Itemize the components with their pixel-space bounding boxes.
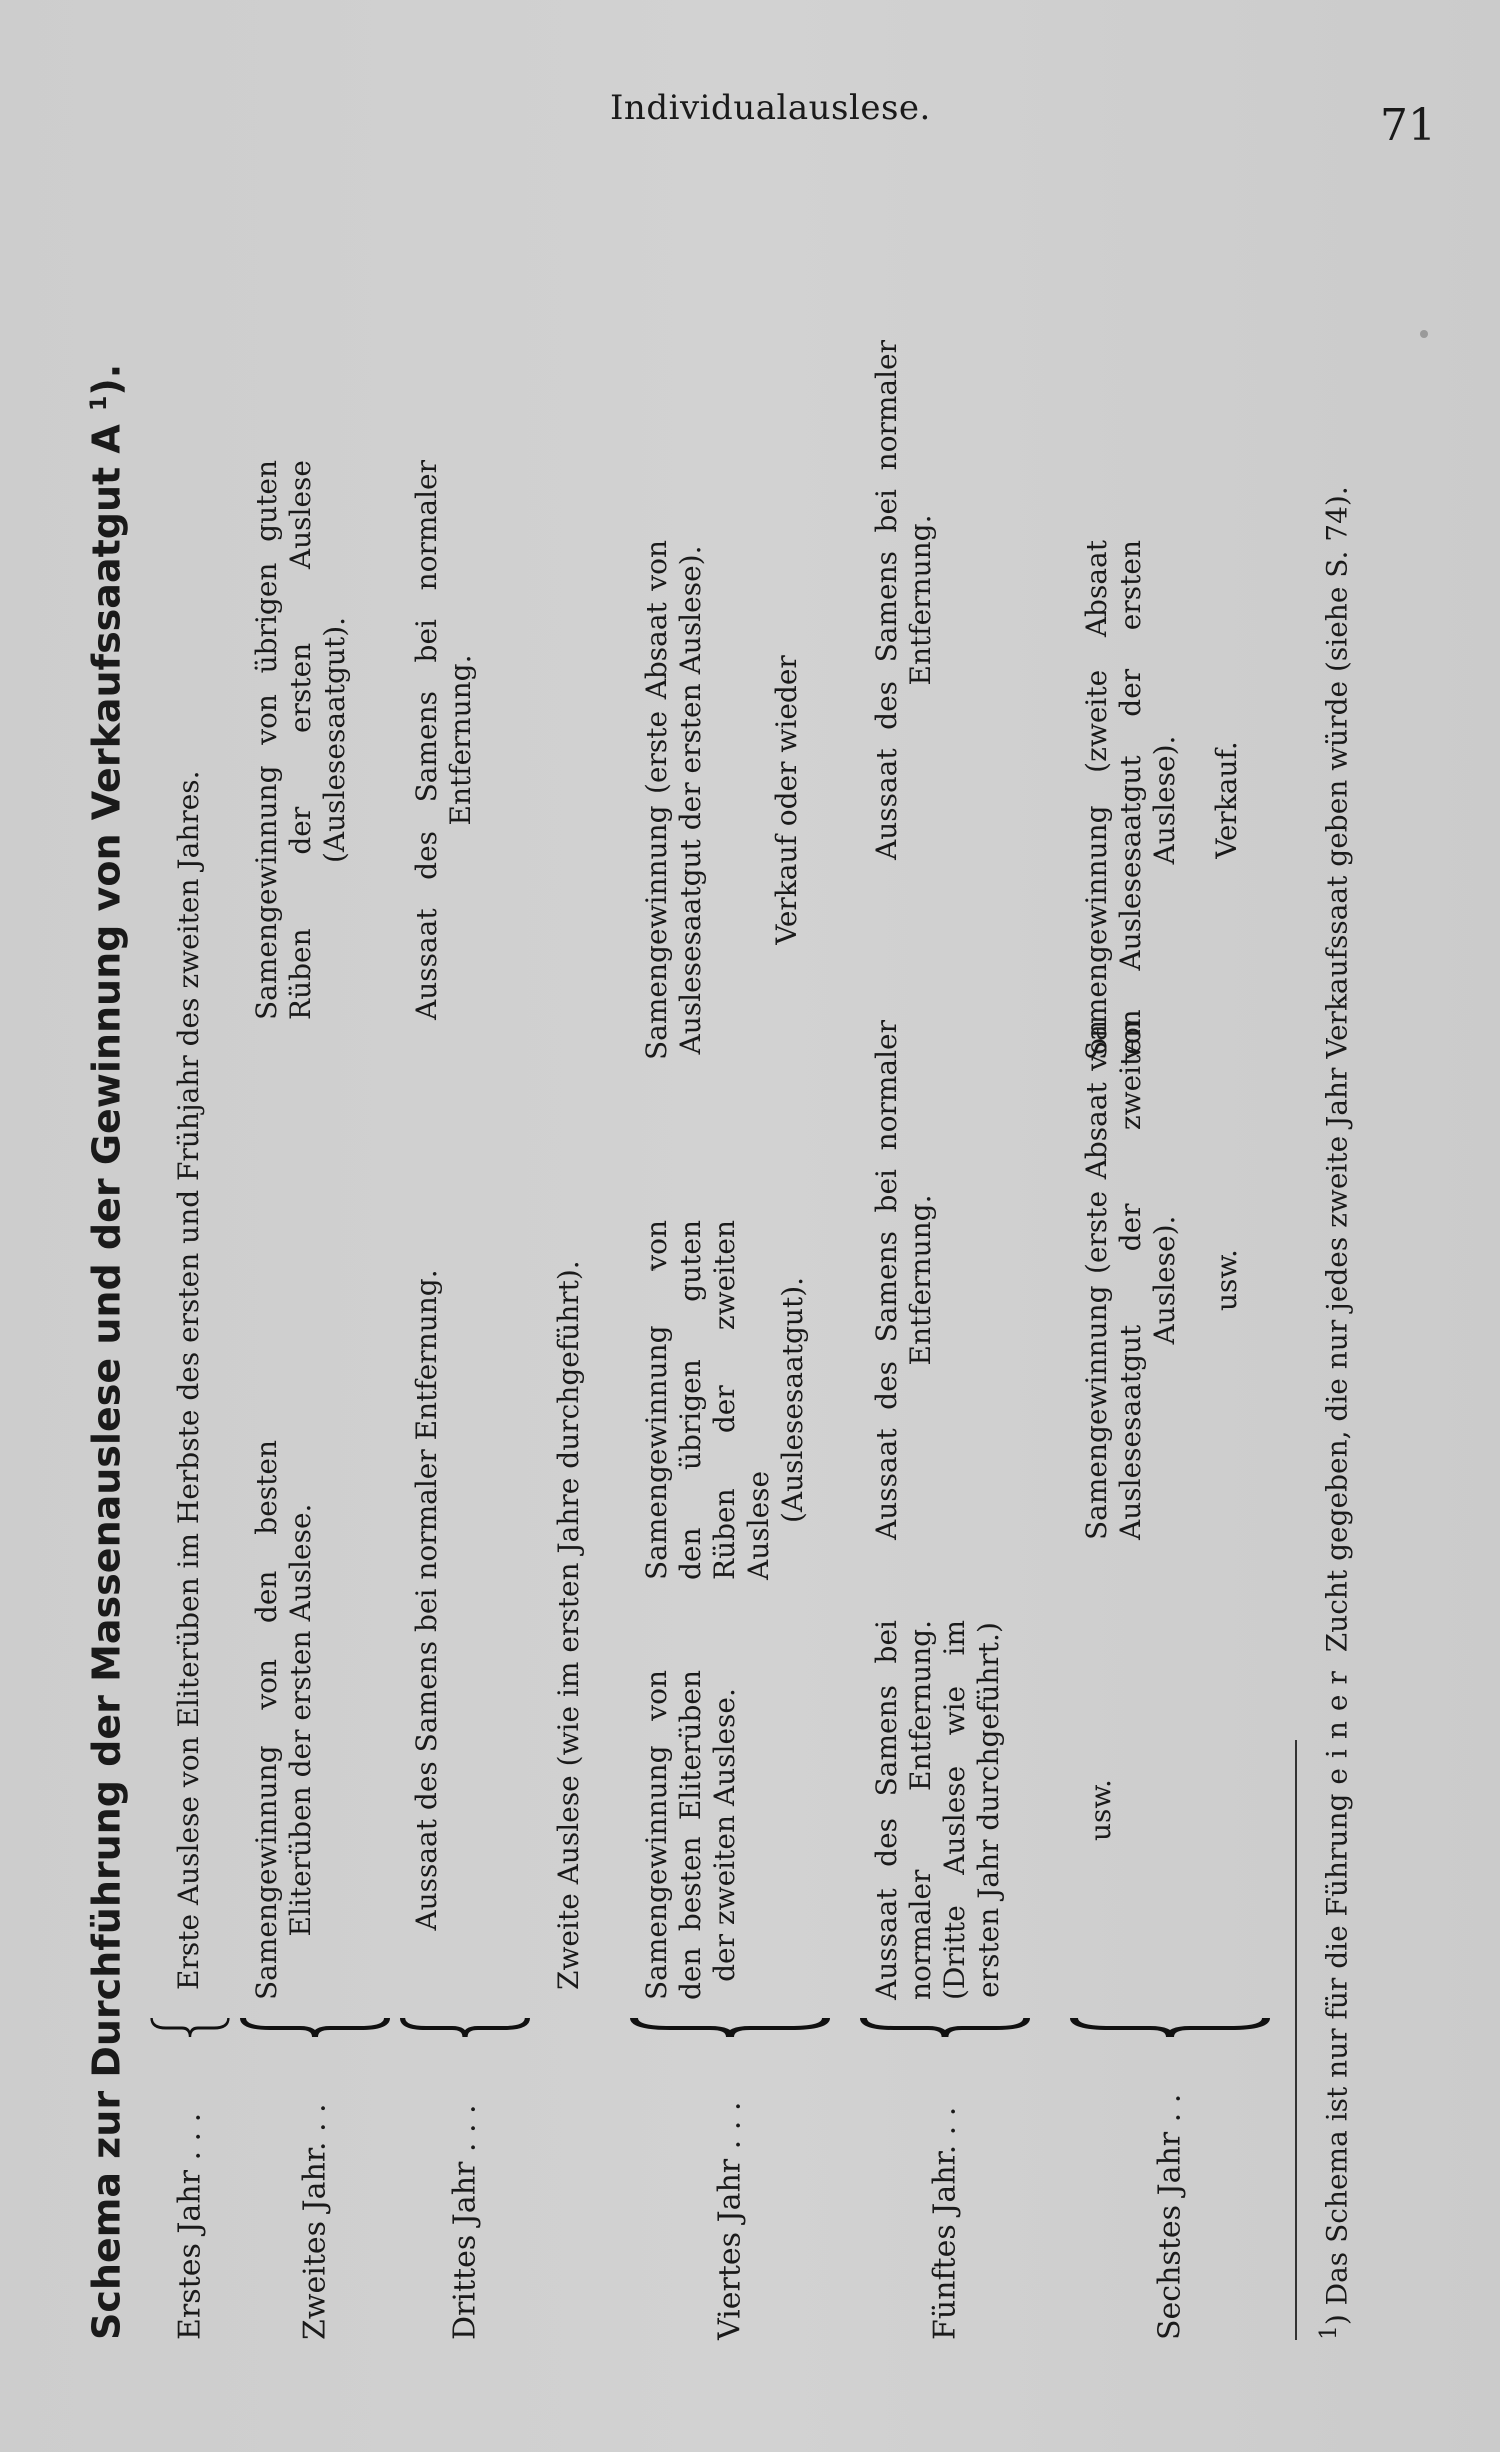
title-close: ).	[84, 363, 129, 396]
row-cell: Samengewinnung von den besten Eliterüben der ersten Auslese.	[250, 1440, 317, 2000]
row-cell: Aussaat des Samens bei normaler Entfernung.	[870, 340, 937, 860]
footnote-text-before: ) Das Schema ist nur für die Führung	[1320, 1784, 1354, 2326]
row-cell: Verkauf.	[1210, 741, 1243, 859]
row-cell: Aussaat des Samens bei normaler Entfernung.	[870, 1020, 937, 1540]
row-label: Erstes Jahr . . .	[172, 2112, 208, 2340]
row-cell: Aussaat des Samens bei normaler Entfernung.	[410, 1269, 443, 1931]
footnote-rule	[1295, 1740, 1297, 2340]
row-year-3-selection	[540, 190, 600, 2340]
row-cell: usw.	[1210, 1249, 1243, 1311]
row-year-2	[240, 190, 390, 2340]
row-cell: Verkauf oder wieder	[770, 655, 803, 945]
row-cell: Samengewinnung von übrigen guten Rüben der ersten Auslese (Auslesesaatgut).	[250, 460, 351, 1020]
footnote-marker: 1	[1314, 2325, 1342, 2340]
brace-icon	[240, 2014, 390, 2040]
row-label: Fünftes Jahr. . .	[927, 2106, 963, 2340]
row-cell: Aussaat des Samens bei normaler Entfernung. (Dritte Auslese wie im ersten Jahr durchgeführt.)	[870, 1620, 1005, 2000]
brace-icon	[1070, 2014, 1270, 2040]
row-year-5	[860, 190, 1030, 2340]
brace-icon	[150, 2014, 230, 2040]
brace-icon	[630, 2014, 830, 2040]
running-header: Individualauslese.	[610, 88, 931, 128]
row-cell: Erste Auslese von Eliterüben im Herbste des ersten und Frühjahr des zweiten Jahres.	[172, 770, 205, 1990]
footnote-spaced-word: einer	[1320, 1661, 1354, 1785]
row-cell: Samengewinnung (zweite Absaat von Auslesesaatgut der ersten Auslese).	[1080, 540, 1181, 1060]
row-year-4	[630, 190, 830, 2340]
brace-icon	[860, 2014, 1030, 2040]
row-label: Drittes Jahr . . .	[447, 2104, 483, 2340]
row-label: Sechstes Jahr . .	[1152, 2093, 1188, 2340]
row-label: Viertes Jahr . . .	[712, 2101, 748, 2340]
footnote	[1310, 240, 1355, 2340]
page-number: 71	[1380, 100, 1436, 151]
brace-icon	[400, 2014, 530, 2040]
row-year-3	[400, 190, 530, 2340]
row-cell: usw.	[1084, 1779, 1117, 1841]
footnote-text-after: Zucht gegeben, die nur jedes zweite Jahr Verkaufssaat geben würde (siehe S. 74).	[1320, 486, 1354, 1662]
row-cell: Samengewinnung von den besten Eliterüben der zweiten Auslese.	[640, 1670, 741, 2000]
row-label: Zweites Jahr. . .	[297, 2103, 333, 2340]
row-year-1	[150, 190, 230, 2340]
rotated-table-block	[70, 190, 1430, 2340]
row-cell: Samengewinnung von den übrigen guten Rüben der zweiten Auslese (Auslesesaatgut).	[640, 1220, 809, 1580]
schema-title	[70, 364, 130, 2340]
row-cell: Aussaat des Samens bei normaler Entfernung.	[410, 460, 477, 1020]
row-year-6	[1070, 190, 1270, 2340]
row-cell: Zweite Auslese (wie im ersten Jahre durchgeführt).	[552, 1260, 585, 1990]
row-cell: Samengewinnung (erste Absaat von Auslesesaatgut der ersten Auslese).	[640, 540, 707, 1060]
row-cell: Samengewinnung (erste Absaat von Auslesesaatgut der zweiten Auslese).	[1080, 1020, 1181, 1540]
schema-title-text: Schema zur Durchführung der Massenauslese und der Gewinnung von Verkaufssaatgut A	[84, 424, 129, 2340]
footnote-ref: 1	[87, 395, 112, 411]
